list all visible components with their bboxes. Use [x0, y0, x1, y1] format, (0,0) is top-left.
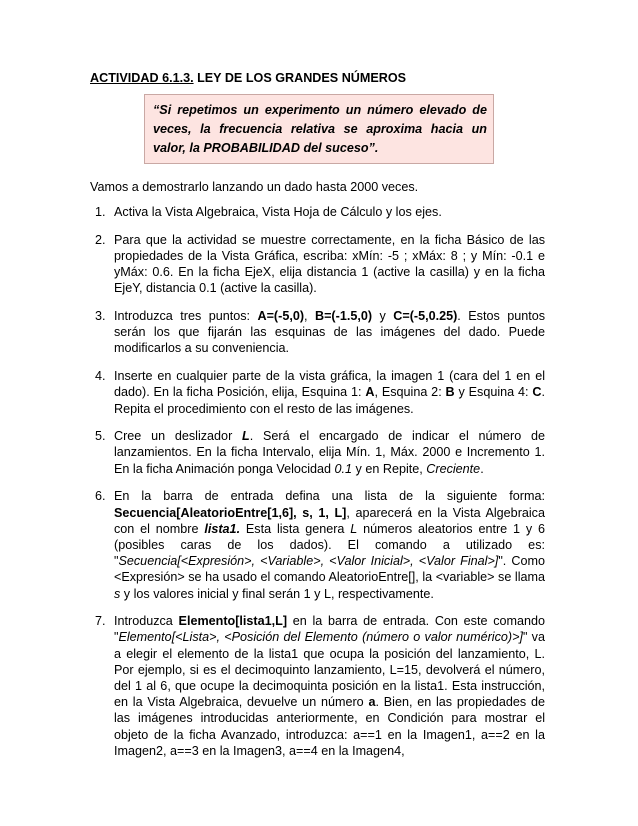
activity-title-text: LEY DE LOS GRANDES NÚMEROS — [193, 71, 407, 85]
step-text: Introduzca — [114, 614, 179, 629]
step-text: Inserte en cualquier parte de la vista gráfica, la imagen 1 (cara del 1 en el dado). En la ficha Posición, elija, Esquina 1: — [114, 369, 545, 400]
step-text: y — [372, 309, 394, 324]
corner-a: A — [365, 385, 375, 400]
repeat-value: Creciente — [426, 461, 481, 476]
corner-b: B — [445, 385, 455, 400]
speed-value: 0.1 — [334, 461, 353, 476]
step-5 — [90, 428, 545, 477]
step-text: Activa la Vista Algebraica, Vista Hoja de Cálculo y los ejes. — [114, 205, 442, 219]
point-c: C=(-5,0.25) — [393, 309, 458, 324]
slider-name: L — [242, 429, 250, 444]
step-number: 5. — [95, 429, 106, 444]
number-a: a — [368, 695, 376, 710]
variable-l: L — [350, 521, 358, 536]
step-text: . Será el encargado de indicar el número de lanzamientos. En la ficha Intervalo, elija Mín. 1, Máx. 2000 e Incremento 1. En la ficha Animación ponga Velocidad — [114, 429, 545, 476]
list-name: lista1. — [204, 521, 241, 536]
intro-paragraph: Vamos a demostrarlo lanzando un dado hasta 2000 veces. — [90, 180, 419, 194]
step-1 — [90, 204, 545, 220]
step-2 — [90, 232, 545, 297]
step-text: , — [304, 309, 315, 324]
activity-code: ACTIVIDAD 6.1.3. — [90, 71, 194, 85]
quote-box: “Si repetimos un experimento un número elevado de veces, la frecuencia relativa se aproxima hacia un valor, la PROBABILIDAD del suceso”. — [144, 94, 494, 164]
step-number: 1. — [95, 205, 106, 219]
step-text: En la barra de entrada defina una lista de la siguiente forma: — [114, 489, 545, 504]
step-7 — [90, 613, 545, 759]
step-number: 3. — [95, 309, 106, 324]
steps-list — [90, 204, 545, 771]
step-text: . Estos puntos serán los que fijarán las esquinas de las imágenes del dado. Puede modificarlos a su conveniencia. — [114, 309, 546, 356]
step-text: y los valores inicial y final serán 1 y L, respectivamente. — [120, 586, 434, 601]
step-text: Cree un deslizador — [114, 429, 243, 444]
step-text: números aleatorios entre 1 y 6 (posibles caras de los dados). El comando a utilizado es: " — [114, 521, 546, 569]
step-3 — [90, 308, 545, 357]
step-text: ". Como <Expresión> se ha usado el comando AleatorioEntre[], la <variable> se llama — [114, 554, 545, 585]
step-4 — [90, 368, 545, 417]
step-number: 4. — [95, 369, 106, 384]
point-a: A=(-5,0) — [257, 309, 305, 324]
element-syntax: Elemento[<Lista>, <Posición del Elemento (número o valor numérico)>] — [118, 630, 523, 645]
activity-title — [90, 71, 406, 85]
step-number: 6. — [95, 489, 106, 504]
step-6 — [90, 488, 545, 601]
corner-c: C — [532, 385, 542, 400]
step-number: 7. — [95, 614, 106, 629]
step-text: y en Repite, — [352, 461, 427, 476]
step-text: . Repita el procedimiento con el resto de las imágenes. — [114, 385, 545, 416]
step-text: y Esquina 4: — [454, 385, 533, 400]
step-text: Introduzca tres puntos: — [114, 309, 258, 324]
step-number: 2. — [95, 232, 106, 247]
point-b: B=(-1.5,0) — [314, 309, 373, 324]
step-text: , Esquina 2: — [374, 385, 446, 400]
variable-s: s — [114, 586, 121, 601]
step-text: " va a elegir el elemento de la lista1 que ocupa la posición del lanzamiento, L. Por ejemplo, si es el decimoquinto lanzamiento, L=15, devolverá el número, del 1 al 6, que ocupe la decimoquinta posición en la lista1. Esta instrucción, en la Vista Algebraica, devuelve un número — [114, 630, 545, 710]
step-text: Para que la actividad se muestre correctamente, en la ficha Básico de las propiedades de la Vista Gráfica, escriba: xMín: -5 ; xMáx: 8 ; y Mín: -0.1 e yMáx: 0.6. En la ficha EjeX, elija distancia 1 (active la casilla) y en la ficha EjeY, distancia 0.1 (active la casilla). — [114, 232, 545, 296]
step-text: en la barra de entrada. Con este comando " — [114, 614, 545, 645]
sequence-syntax: Secuencia[<Expresión>, <Variable>, <Valor Inicial>, <Valor Final>] — [118, 554, 499, 569]
sequence-command: Secuencia[AleatorioEntre[1,6], s, 1, L] — [114, 505, 347, 520]
step-text: , aparecerá en la Vista Algebraica con el nombre — [114, 505, 545, 536]
element-command: Elemento[lista1,L] — [178, 614, 288, 629]
step-text: . Bien, en las propiedades de las imágenes introducidas anteriormente, en Condición para mostrar el objeto de la ficha Avanzado, introduzca: a==1 en la Imagen1, a==2 en la Imagen2, a==3 en la Imagen3, a==4 en la Imagen4, — [114, 695, 545, 758]
step-text: Esta lista genera — [240, 521, 351, 536]
step-text: . — [480, 461, 484, 476]
